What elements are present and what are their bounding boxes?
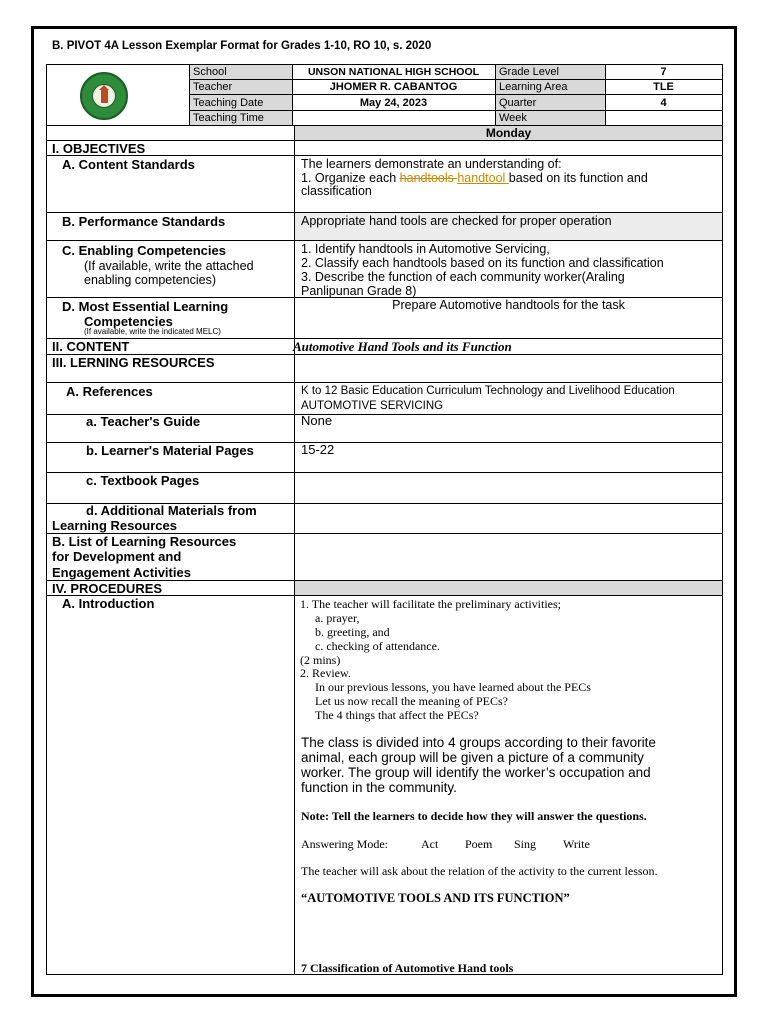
melc-note: (If available, write the indicated MELC) [84, 327, 221, 336]
struck-text: handtools [399, 171, 458, 185]
procedures-heading: IV. PROCEDURES [52, 581, 163, 596]
performance-standards-label: B. Performance Standards [62, 214, 226, 229]
group-paragraph-line-4: function in the community. [301, 780, 457, 795]
intro-line-9: The 4 things that affect the PECs? [315, 708, 479, 722]
learning-area-label: Learning Area [499, 81, 568, 93]
lesson-title: “AUTOMOTIVE TOOLS AND ITS FUNCTION” [301, 891, 570, 905]
week-label: Week [499, 112, 527, 124]
school-value: UNSON NATIONAL HIGH SCHOOL [307, 66, 480, 78]
answering-mode-poem: Poem [465, 837, 493, 851]
relation-text: The teacher will ask about the relation of the activity to the current lesson. [301, 864, 658, 878]
intro-line-8: Let us now recall the meaning of PECs? [315, 694, 508, 708]
enabling-item-4: Panlipunan Grade 8) [301, 284, 417, 298]
group-paragraph-line-2: animal, each group will be given a picture of a community [301, 750, 644, 765]
teaching-date-value: May 24, 2023 [359, 97, 428, 109]
answering-mode-write: Write [563, 837, 590, 851]
grade-level-label: Grade Level [499, 66, 559, 78]
group-paragraph-line-3: worker. The group will identify the worker’s occupation and [301, 765, 651, 780]
intro-line-6: 2. Review. [300, 666, 351, 680]
introduction-label: A. Introduction [62, 596, 155, 611]
intro-line-4: c. checking of attendance. [315, 639, 440, 653]
melc-label-1: D. Most Essential Learning [62, 299, 229, 314]
enabling-item-1: 1. Identify handtools in Automotive Servicing, [301, 242, 550, 256]
inserted-text: handtool [457, 171, 509, 185]
document-title: B. PIVOT 4A Lesson Exemplar Format for Grades 1-10, RO 10, s. 2020 [52, 40, 432, 52]
enabling-note-1: (If available, write the attached [84, 259, 254, 273]
teacher-value: JHOMER R. CABANTOG [329, 81, 458, 93]
intro-line-5: (2 mins) [300, 653, 341, 667]
references-label: A. References [66, 384, 153, 399]
additional-materials-label-1: d. Additional Materials from [86, 503, 257, 518]
intro-line-1: 1. The teacher will facilitate the preliminary activities; [300, 597, 562, 611]
enabling-item-3: 3. Describe the function of each community worker(Araling [301, 270, 625, 284]
day-label: Monday [485, 126, 532, 140]
additional-materials-label-2: Learning Resources [52, 518, 177, 533]
quarter-label: Quarter [499, 97, 537, 109]
teacher-label: Teacher [193, 81, 233, 93]
intro-line-7: In our previous lessons, you have learned about the PECs [315, 680, 591, 694]
enabling-item-2: 2. Classify each handtools based on its function and classification [301, 256, 664, 270]
intro-line-3: b. greeting, and [315, 625, 390, 639]
melc-label-2: Competencies [84, 314, 173, 329]
textbook-pages-label: c. Textbook Pages [86, 473, 200, 488]
content-text: Automotive Hand Tools and its Function [293, 339, 512, 354]
teaching-date-label: Teaching Date [193, 97, 264, 109]
content-heading: II. CONTENT [52, 339, 130, 354]
grade-level-value: 7 [660, 66, 667, 78]
resources-heading: III. LERNING RESOURCES [52, 355, 215, 370]
enabling-note-2: enabling competencies) [84, 273, 217, 287]
answering-mode-act: Act [421, 837, 439, 851]
learning-area-value: TLE [653, 81, 674, 93]
list-resources-label-2: for Development and [52, 549, 182, 564]
intro-line-2: a. prayer, [315, 611, 360, 625]
objectives-heading: I. OBJECTIVES [52, 141, 146, 156]
school-seal-logo [80, 72, 128, 120]
content-standards-label: A. Content Standards [62, 157, 195, 172]
teaching-time-label: Teaching Time [193, 112, 264, 124]
content-standards-line3: classification [301, 184, 372, 198]
teachers-guide-value: None [301, 413, 333, 428]
content-standards-line1: The learners demonstrate an understanding of: [301, 157, 562, 171]
enabling-competencies-label: C. Enabling Competencies [62, 243, 226, 258]
answering-mode-label: Answering Mode: [301, 837, 388, 851]
list-resources-label-3: Engagement Activities [52, 565, 191, 580]
classification-title: 7 Classification of Automotive Hand tools [301, 961, 514, 975]
quarter-value: 4 [660, 97, 667, 109]
learners-material-value: 15-22 [301, 442, 335, 457]
school-label: School [193, 66, 227, 78]
melc-text: Prepare Automotive handtools for the task [392, 298, 625, 312]
teacher-note: Note: Tell the learners to decide how they will answer the questions. [301, 809, 647, 823]
references-line1: K to 12 Basic Education Curriculum Technology and Livelihood Education [301, 385, 675, 397]
content-standards-line2: 1. Organize each handtools handtool based on its function and [301, 171, 648, 185]
learners-material-label: b. Learner's Material Pages [86, 443, 254, 458]
performance-standards-text: Appropriate hand tools are checked for proper operation [301, 214, 612, 228]
list-resources-label-1: B. List of Learning Resources [52, 534, 237, 549]
references-line2: AUTOMOTIVE SERVICING [301, 400, 444, 412]
answering-mode-sing: Sing [514, 837, 537, 851]
group-paragraph-line-1: The class is divided into 4 groups according to their favorite [301, 735, 656, 750]
teachers-guide-label: a. Teacher's Guide [86, 414, 201, 429]
